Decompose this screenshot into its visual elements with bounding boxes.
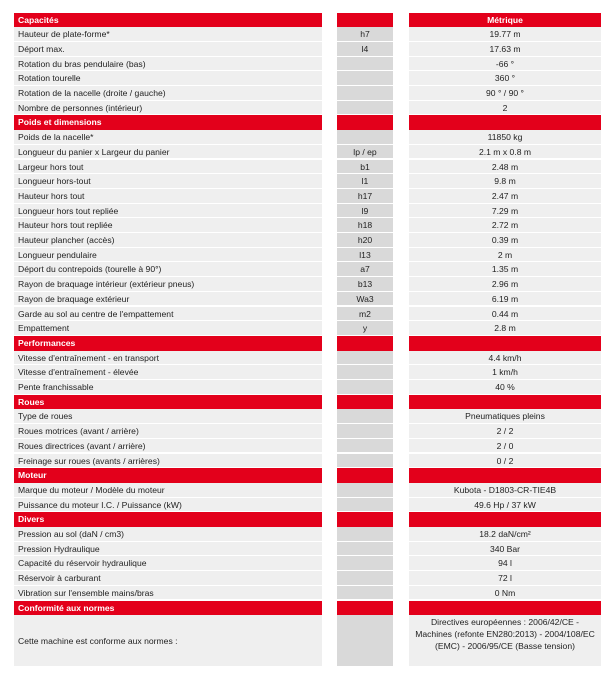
table-row: [0, 204, 616, 219]
section-unit-header: Métrique: [409, 13, 601, 28]
section-unit-header: [409, 468, 601, 483]
table-row: [0, 424, 616, 439]
table-row: [0, 571, 616, 586]
table-row: [0, 380, 616, 395]
spec-symbol: Wa3: [337, 292, 393, 307]
section-symbol-header: [337, 115, 393, 130]
spec-label: Longueur hors tout repliée: [14, 204, 322, 219]
section-unit-header: [409, 115, 601, 130]
table-row: [0, 277, 616, 292]
spec-label: Puissance du moteur I.C. / Puissance (kW): [14, 498, 322, 513]
table-row: [0, 615, 616, 667]
spec-symbol: a7: [337, 262, 393, 277]
spec-label: Roues motrices (avant / arrière): [14, 424, 322, 439]
spec-value: 4.4 km/h: [409, 351, 601, 366]
spec-value: Kubota - D1803-CR-TIE4B: [409, 483, 601, 498]
spec-symbol: h17: [337, 189, 393, 204]
table-row: [0, 130, 616, 145]
spec-symbol: b13: [337, 277, 393, 292]
spec-symbol: [337, 483, 393, 498]
spec-label: Hauteur de plate-forme*: [14, 27, 322, 42]
section-symbol-header: [337, 13, 393, 28]
table-row: [0, 145, 616, 160]
spec-symbol: [337, 424, 393, 439]
table-row: [0, 218, 616, 233]
section-unit-header: [409, 512, 601, 527]
table-row: [0, 321, 616, 336]
spec-value: 2 / 0: [409, 439, 601, 454]
spec-value: 19.77 m: [409, 27, 601, 42]
table-row: [0, 483, 616, 498]
section-unit-header: [409, 395, 601, 410]
spec-value: 360 °: [409, 71, 601, 86]
spec-symbol: lp / ep: [337, 145, 393, 160]
spec-symbol: [337, 57, 393, 72]
table-row: [0, 409, 616, 424]
table-row: [0, 586, 616, 601]
section-header: [0, 468, 616, 483]
spec-value: 2.1 m x 0.8 m: [409, 145, 601, 160]
section-header: [0, 512, 616, 527]
spec-symbol: l1: [337, 174, 393, 189]
table-row: [0, 174, 616, 189]
spec-symbol: [337, 586, 393, 601]
spec-value: Directives européennes : 2006/42/CE - Machines (refonte EN280:2013) - 2004/108/EC (EMC) - 2006/95/CE (Basse tension): [409, 615, 601, 667]
spec-value: 0 / 2: [409, 454, 601, 469]
spec-value: 2: [409, 101, 601, 116]
spec-value: 18.2 daN/cm²: [409, 527, 601, 542]
spec-symbol: l4: [337, 42, 393, 57]
spec-value: 6.19 m: [409, 292, 601, 307]
spec-symbol: [337, 409, 393, 424]
spec-value: 11850 kg: [409, 130, 601, 145]
spec-symbol: [337, 615, 393, 667]
spec-label: Type de roues: [14, 409, 322, 424]
spec-value: 2.47 m: [409, 189, 601, 204]
spec-symbol: b1: [337, 160, 393, 175]
table-row: [0, 42, 616, 57]
spec-symbol: [337, 571, 393, 586]
table-row: [0, 365, 616, 380]
spec-value: 40 %: [409, 380, 601, 395]
spec-symbol: h20: [337, 233, 393, 248]
spec-symbol: [337, 454, 393, 469]
spec-symbol: [337, 542, 393, 557]
section-title: Roues: [14, 395, 322, 410]
spec-value: 94 l: [409, 556, 601, 571]
section-title: Moteur: [14, 468, 322, 483]
section-title: Divers: [14, 512, 322, 527]
spec-label: Rayon de braquage extérieur: [14, 292, 322, 307]
section-title: Performances: [14, 336, 322, 351]
table-row: [0, 454, 616, 469]
spec-label: Déport max.: [14, 42, 322, 57]
spec-value: 9.8 m: [409, 174, 601, 189]
spec-label: Réservoir à carburant: [14, 571, 322, 586]
spec-label: Marque du moteur / Modèle du moteur: [14, 483, 322, 498]
spec-symbol: [337, 527, 393, 542]
table-row: [0, 248, 616, 263]
spec-label: Largeur hors tout: [14, 160, 322, 175]
spec-value: Pneumatiques pleins: [409, 409, 601, 424]
spec-value: 2 / 2: [409, 424, 601, 439]
table-row: [0, 101, 616, 116]
table-row: [0, 556, 616, 571]
section-header: [0, 601, 616, 616]
section-symbol-header: [337, 512, 393, 527]
table-row: [0, 542, 616, 557]
table-row: [0, 439, 616, 454]
spec-value: 0.44 m: [409, 307, 601, 322]
table-row: [0, 86, 616, 101]
section-symbol-header: [337, 336, 393, 351]
spec-label: Poids de la nacelle*: [14, 130, 322, 145]
spec-symbol: [337, 439, 393, 454]
spec-label: Vitesse d'entraînement - en transport: [14, 351, 322, 366]
spec-value: -66 °: [409, 57, 601, 72]
spec-value: 340 Bar: [409, 542, 601, 557]
spec-value: 1.35 m: [409, 262, 601, 277]
spec-symbol: y: [337, 321, 393, 336]
spec-symbol: l9: [337, 204, 393, 219]
spec-value: 2.96 m: [409, 277, 601, 292]
table-row: [0, 498, 616, 513]
spec-value: 2 m: [409, 248, 601, 263]
table-row: [0, 233, 616, 248]
spec-label: Roues directrices (avant / arrière): [14, 439, 322, 454]
table-row: [0, 292, 616, 307]
spec-label: Freinage sur roues (avants / arrières): [14, 454, 322, 469]
spec-label: Déport du contrepoids (tourelle à 90°): [14, 262, 322, 277]
spec-label: Hauteur plancher (accès): [14, 233, 322, 248]
spec-symbol: [337, 498, 393, 513]
section-header: [0, 395, 616, 410]
table-row: [0, 189, 616, 204]
spec-label: Rotation tourelle: [14, 71, 322, 86]
spec-label: Longueur pendulaire: [14, 248, 322, 263]
section-header: [0, 115, 616, 130]
spec-value: 1 km/h: [409, 365, 601, 380]
table-row: [0, 27, 616, 42]
section-title: Poids et dimensions: [14, 115, 322, 130]
section-symbol-header: [337, 468, 393, 483]
section-symbol-header: [337, 601, 393, 616]
spec-label: Longueur du panier x Largeur du panier: [14, 145, 322, 160]
spec-label: Longueur hors-tout: [14, 174, 322, 189]
spec-label: Cette machine est conforme aux normes :: [14, 615, 322, 667]
spec-symbol: [337, 71, 393, 86]
spec-label: Nombre de personnes (intérieur): [14, 101, 322, 116]
spec-value: 7.29 m: [409, 204, 601, 219]
section-unit-header: [409, 336, 601, 351]
spec-value: 90 ° / 90 °: [409, 86, 601, 101]
spec-label: Empattement: [14, 321, 322, 336]
spec-value: 72 l: [409, 571, 601, 586]
section-unit-header: [409, 601, 601, 616]
section-title: Capacités: [14, 13, 322, 28]
spec-symbol: [337, 86, 393, 101]
spec-value: 2.48 m: [409, 160, 601, 175]
spec-label: Rotation de la nacelle (droite / gauche): [14, 86, 322, 101]
section-symbol-header: [337, 395, 393, 410]
section-header: [0, 336, 616, 351]
spec-label: Hauteur hors tout repliée: [14, 218, 322, 233]
spec-value: 17.63 m: [409, 42, 601, 57]
table-row: [0, 160, 616, 175]
spec-symbol: [337, 351, 393, 366]
spec-symbol: [337, 101, 393, 116]
spec-value: 0 Nm: [409, 586, 601, 601]
table-row: [0, 351, 616, 366]
table-row: [0, 57, 616, 72]
spec-value: 49.6 Hp / 37 kW: [409, 498, 601, 513]
section-title: Conformité aux normes: [14, 601, 322, 616]
table-row: [0, 262, 616, 277]
spec-label: Garde au sol au centre de l'empattement: [14, 307, 322, 322]
spec-value: 0.39 m: [409, 233, 601, 248]
spec-symbol: [337, 365, 393, 380]
spec-label: Rotation du bras pendulaire (bas): [14, 57, 322, 72]
table-row: [0, 71, 616, 86]
spec-label: Pression au sol (daN / cm3): [14, 527, 322, 542]
spec-label: Pente franchissable: [14, 380, 322, 395]
spec-label: Capacité du réservoir hydraulique: [14, 556, 322, 571]
spec-symbol: [337, 556, 393, 571]
spec-label: Rayon de braquage intérieur (extérieur pneus): [14, 277, 322, 292]
spec-symbol: l13: [337, 248, 393, 263]
spec-symbol: [337, 380, 393, 395]
table-row: [0, 527, 616, 542]
spec-label: Vibration sur l'ensemble mains/bras: [14, 586, 322, 601]
spec-symbol: m2: [337, 307, 393, 322]
spec-symbol: h7: [337, 27, 393, 42]
spec-value: 2.8 m: [409, 321, 601, 336]
spec-label: Hauteur hors tout: [14, 189, 322, 204]
spec-symbol: h18: [337, 218, 393, 233]
spec-label: Pression Hydraulique: [14, 542, 322, 557]
spec-value: 2.72 m: [409, 218, 601, 233]
spec-symbol: [337, 130, 393, 145]
section-header: [0, 13, 616, 28]
spec-label: Vitesse d'entraînement - élevée: [14, 365, 322, 380]
table-row: [0, 307, 616, 322]
